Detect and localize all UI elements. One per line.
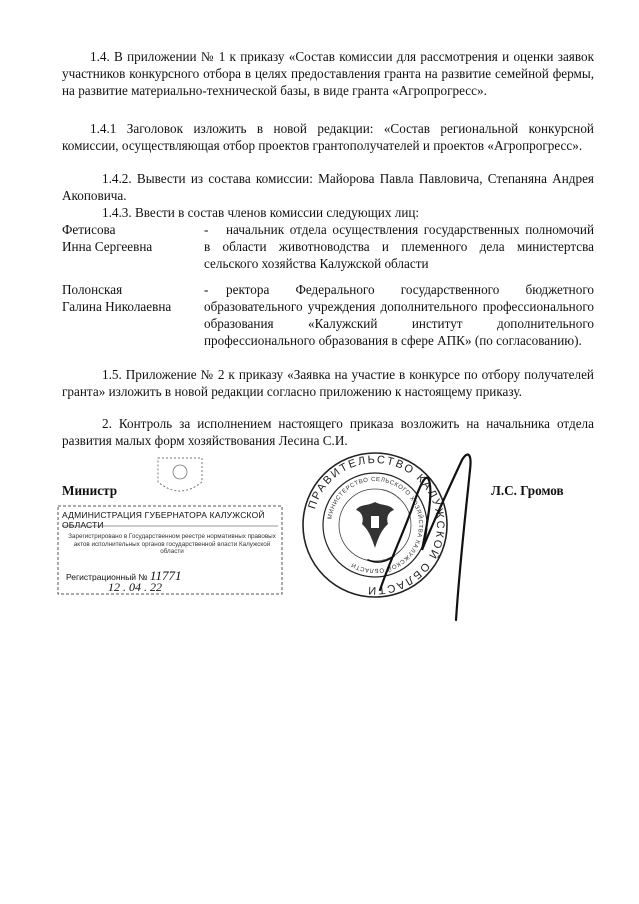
registration-stamp-text: Зарегистрировано в Государственном реестре нормативных правовых актов исполнительных органов государственной власти Калужской области bbox=[68, 533, 276, 556]
coat-of-arms-icon bbox=[150, 452, 210, 502]
registration-stamp-title: АДМИНИСТРАЦИЯ ГУБЕРНАТОРА КАЛУЖСКОЙ ОБЛАСТИ bbox=[62, 510, 265, 530]
paragraph-1-4: 1.4. В приложении № 1 к приказу «Состав комиссии для рассмотрения и оценки заявок участников конкурсного отбора в целях предоставления гранта на развитие семейной фермы, на развитие материально-технической базы, в виде гранта «Агропрогресс». bbox=[62, 49, 594, 99]
member-given-name: Галина Николаевна bbox=[62, 298, 172, 314]
member-name bbox=[62, 281, 204, 350]
paragraph-1-4-1: 1.4.1 Заголовок изложить в новой редакции: «Состав региональной конкурсной комиссии, осуществляющая отбор проектов грантополучателей и проектов «Агропрогресс». bbox=[62, 121, 594, 154]
member-row bbox=[62, 221, 594, 273]
paragraph-1-5: 1.5. Приложение № 2 к приказу «Заявка на участие в конкурсе по отбору получателей гранта» изложить в новой редакции согласно приложению к настоящему приказу. bbox=[62, 367, 594, 400]
seal-outer-text: ПРАВИТЕЛЬСТВО КАЛУЖСКОЙ ОБЛАСТИ bbox=[306, 453, 447, 597]
member-name bbox=[62, 221, 204, 273]
member-surname: Фетисова bbox=[62, 222, 116, 237]
handwritten-signature bbox=[360, 440, 500, 630]
member-given-name: Инна Сергеевна bbox=[62, 239, 153, 255]
paragraph-1-4-3: 1.4.3. Ввести в состав членов комиссии следующих лиц: bbox=[102, 205, 420, 220]
registration-date: 12 . 04 . 22 bbox=[108, 580, 162, 594]
member-role bbox=[204, 281, 594, 350]
commission-members-list bbox=[62, 221, 594, 349]
seal-inner-text: МИНИСТЕРСТВО СЕЛЬСКОГО ХОЗЯЙСТВА КАЛУЖСКОЙ ОБЛАСТИ bbox=[327, 476, 424, 574]
member-role-text: ректора Федерального государственного бюджетного образовательного учреждения дополнительного профессионального образования «Калужский институт дополнительного профессионального образования в сфере АПК» (по согласованию). bbox=[204, 281, 594, 349]
signatory-position: Министр bbox=[62, 483, 118, 498]
member-row bbox=[62, 281, 594, 350]
member-dash: - bbox=[204, 222, 209, 237]
registration-number-value: 11771 bbox=[149, 568, 182, 583]
signatory-name: Л.С. Громов bbox=[491, 483, 564, 498]
member-role bbox=[204, 221, 594, 273]
paragraph-1-4-2: 1.4.2. Вывести из состава комиссии: Майорова Павла Павловича, Степаняна Андрея Акоповича. bbox=[62, 171, 594, 204]
member-surname: Полонская bbox=[62, 281, 123, 297]
member-role-text: начальник отдела осуществления государственных полномочий в области животноводства и племенного дела министертсва сельского хозяйства Калужской области bbox=[204, 222, 594, 272]
registration-number-label: Регистрационный № bbox=[66, 572, 148, 582]
member-dash: - bbox=[204, 281, 209, 297]
paragraph-2: 2. Контроль за исполнением настоящего приказа возложить на начальника отдела развития малых форм хозяйствования Лесина С.И. bbox=[62, 416, 594, 449]
